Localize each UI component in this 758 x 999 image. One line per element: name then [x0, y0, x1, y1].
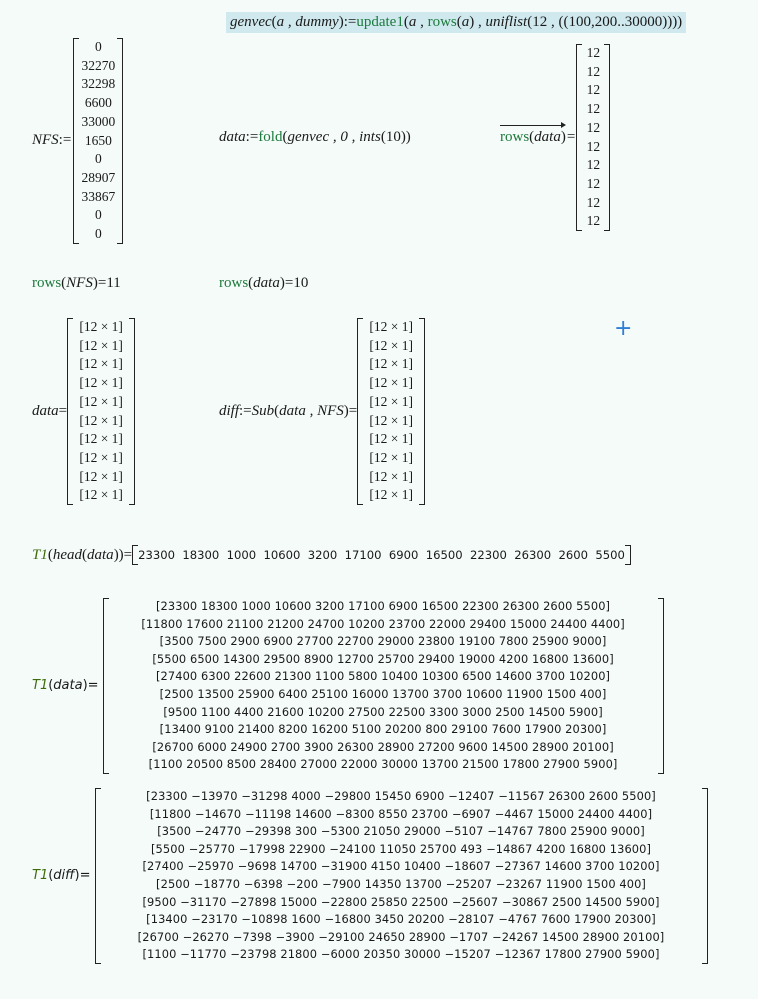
- t1-diff-row: [26700 −26270 −7398 −3900 −29100 24650 28900 −1707 −24267 14500 28900 20100]: [137, 929, 665, 944]
- genvec-name: genvec: [230, 14, 272, 30]
- data-element: [12 × 1]: [79, 431, 123, 447]
- rows-result-vector: [576, 44, 610, 231]
- update1-fn: update1: [356, 14, 404, 30]
- rows-result-element: 12: [586, 194, 601, 210]
- plus-icon[interactable]: +: [614, 316, 633, 341]
- assign-op: :=: [343, 14, 357, 30]
- uniflist-args: 12 , ((100,200..30000)): [532, 14, 673, 30]
- t1-diff-row: [1100 −11770 −23798 21800 −6000 20350 30000 −15207 −12367 17800 27900 5900]: [142, 947, 660, 962]
- t1-data-row: [5500 6500 14300 29500 8900 12700 25700 29400 19000 4200 16800 13600]: [152, 651, 614, 666]
- nfs-element: 0: [94, 39, 102, 54]
- genvec-args: a , dummy: [276, 14, 339, 30]
- nfs-element: 28907: [81, 169, 116, 185]
- data-element: [12 × 1]: [79, 319, 123, 334]
- diff-element: [12 × 1]: [369, 431, 414, 447]
- vectorized-rows-eval[interactable]: rows(data) = 12 12 12 12 12 12 12 12 12 12: [500, 44, 610, 231]
- rows-result-element: 12: [586, 157, 601, 173]
- nfs-element: 0: [94, 207, 102, 223]
- rows-result-element: 12: [586, 63, 601, 79]
- fold-fn: fold: [258, 129, 283, 145]
- diff-element: [12 × 1]: [369, 487, 414, 503]
- t1-diff-row: [13400 −23170 −10898 1600 −16800 3450 20200 −28107 −4767 7600 17900 20300]: [146, 912, 656, 927]
- data-element: [12 × 1]: [79, 449, 123, 465]
- t1-data-row: [26700 6000 24900 2700 3900 26300 28900 27200 9600 14500 28900 20100]: [152, 739, 614, 754]
- data-eval[interactable]: data = [12 × 1] [12 × 1] [12 × 1] [12 × 1] [12 × 1] [12 × 1] [12 × 1] [12 × 1] [12 × 1] [12 × 1]: [32, 318, 135, 505]
- data-fold-definition[interactable]: data := fold ( genvec , 0 , ints ( 10 )): [219, 129, 411, 145]
- rows-nfs-eval[interactable]: rows ( NFS ) = 11: [32, 275, 121, 291]
- rows-nfs-result: 11: [106, 275, 121, 291]
- nfs-element: 33000: [81, 113, 116, 129]
- rows-result-element: 12: [586, 101, 601, 117]
- t1-data-row: [11800 17600 21100 21200 24700 10200 23700 22000 29400 15000 24400 4400]: [141, 616, 625, 631]
- genvec-definition[interactable]: genvec ( a , dummy ) := update1 ( a , rows ( a ) , uniflist ( 12 , ((100,200..30000)) )): [226, 12, 686, 33]
- nfs-definition[interactable]: NFS := 0 32270 32298 6600 33000 1650 0 28907 33867 0 0: [32, 38, 123, 244]
- data-element: [12 × 1]: [79, 393, 123, 409]
- t1-data-row: [1100 20500 8500 28400 27000 22000 30000 13700 21500 17800 27900 5900]: [148, 757, 618, 772]
- sub-fn: Sub: [251, 403, 275, 420]
- t1-diff-row: [11800 −14670 −11198 14600 −8300 8550 23700 −6907 −4467 15000 24400 4400]: [149, 806, 653, 821]
- rows-result-element: 12: [586, 175, 601, 191]
- data-element: [12 × 1]: [79, 468, 123, 484]
- nfs-element: 0: [94, 151, 102, 167]
- rows-result-element: 12: [586, 138, 601, 154]
- t1-diff-matrix: [95, 788, 708, 964]
- rows-result-element: 12: [586, 119, 601, 135]
- data-nested-matrix: [67, 318, 135, 505]
- nfs-element: 32270: [81, 57, 116, 73]
- data-element: [12 × 1]: [79, 487, 123, 503]
- t1-diff-row: [2500 −18770 −6398 −200 −7900 14350 13700 −25207 −23267 11900 1500 400]: [156, 876, 646, 891]
- vectorize-operator: rows(data): [500, 129, 566, 146]
- t1-diff-row: [23300 −13970 −31298 4000 −29800 15450 6900 −12407 −11567 26300 2600 5500]: [146, 789, 656, 803]
- t1-diff-eval[interactable]: T1 ( diff )= [23300 −13970 −31298 4000 −29800 15450 6900 −12407 −11567 26300 2600 5500] [11800 −14670 −11198 14600 −8300 8550 23700 −6907 −4467 15000 24400 4400] [3500 −24770 −29398 300 −5300 21050 29000 −5107 −14767 7800 25900 9000] [5500 −25770 −17998 22900 −24100 11050 25700 493 −14867 4200 16800 13600] [27400 −25970 −9698 14700 −31900 4150 10400 −18607 −27367 14600 3700 10200] [2500 −18770 −6398 −200 −7900 14350 13700 −25207 −23267 11900 1500 400] [9500 −31170 −27898 15000 −22800 25850 22500 −25607 −30867 2500 14500 5900] [13400 −23170 −10898 1600 −16800 3450 20200 −28107 −4767 7600 17900 20300] [26700 −26270 −7398 −3900 −29100 24650 28900 −1707 −24267 14500 28900 20100] [1100 −11770 −23798 21800 −6000 20350 30000 −15207 −12367 17800 27900 5900]: [32, 788, 708, 964]
- t1-data-row: [13400 9100 21400 8200 16200 5100 20200 800 29100 7600 17900 20300]: [159, 722, 607, 737]
- diff-element: [12 × 1]: [369, 319, 414, 334]
- t1-diff-row: [3500 −24770 −29398 300 −5300 21050 29000 −5107 −14767 7800 25900 9000]: [157, 824, 645, 839]
- diff-element: [12 × 1]: [369, 449, 414, 465]
- uniflist-fn: uniflist: [485, 14, 528, 30]
- t1-diff-row: [27400 −25970 −9698 14700 −31900 4150 10400 −18607 −27367 14600 3700 10200]: [142, 859, 660, 874]
- t1-diff-row: [5500 −25770 −17998 22900 −24100 11050 25700 493 −14867 4200 16800 13600]: [151, 841, 652, 856]
- t1-head-eval[interactable]: T1 ( head ( data ))= 23300 18300 1000 10600 3200 17100 6900 16500 22300 26300 2600 5500: [32, 545, 631, 565]
- diff-element: [12 × 1]: [369, 375, 414, 391]
- diff-element: [12 × 1]: [369, 412, 414, 428]
- nfs-element: 0: [94, 226, 102, 242]
- diff-element: [12 × 1]: [369, 393, 414, 409]
- t1-head-vector: 23300 18300 1000 10600 3200 17100 6900 16500 22300 26300 2600 5500: [132, 545, 631, 565]
- data-element: [12 × 1]: [79, 337, 123, 353]
- data-element: [12 × 1]: [79, 412, 123, 428]
- diff-element: [12 × 1]: [369, 356, 414, 372]
- ints-fn: ints: [359, 129, 381, 145]
- rows-result-element: 12: [586, 82, 601, 98]
- t1-data-row: [23300 18300 1000 10600 3200 17100 6900 16500 22300 26300 2600 5500]: [156, 599, 611, 613]
- t1-data-row: [9500 1100 4400 21600 10200 27500 22500 3300 3000 2500 14500 5900]: [163, 704, 603, 719]
- rows-result-element: 12: [586, 45, 601, 60]
- diff-nested-matrix: [357, 318, 425, 505]
- t1-data-matrix: [103, 598, 664, 774]
- nfs-element: 33867: [81, 188, 116, 204]
- t1-data-row: [2500 13500 25900 6400 25100 16000 13700 3700 10600 11900 1500 400]: [159, 686, 607, 701]
- nfs-element: 1650: [84, 132, 112, 148]
- rows-result-element: 12: [586, 213, 601, 229]
- nfs-vector: [73, 38, 123, 244]
- t1-data-row: [27400 6300 22600 21300 1100 5800 10400 10300 6500 14600 3700 10200]: [156, 669, 611, 684]
- t1-diff-row: [9500 −31170 −27898 15000 −22800 25850 22500 −25607 −30867 2500 14500 5900]: [142, 894, 660, 909]
- t1-data-eval[interactable]: T1 ( data )= [23300 18300 1000 10600 3200 17100 6900 16500 22300 26300 2600 5500] [11800 17600 21100 21200 24700 10200 23700 22000 29400 15000 24400 4400] [3500 7500 2900 6900 27700 22700 29000 23800 19100 7800 25900 9000] [5500 6500 14300 29500 8900 12700 25700 29400 19000 4200 16800 13600] [27400 6300 22600 21300 1100 5800 10400 10300 6500 14600 3700 10200] [2500 13500 25900 6400 25100 16000 13700 3700 10600 11900 1500 400] [9500 1100 4400 21600 10200 27500 22500 3300 3000 2500 14500 5900] [13400 9100 21400 8200 16200 5100 20200 800 29100 7600 17900 20300] [26700 6000 24900 2700 3900 26300 28900 27200 9600 14500 28900 20100] [1100 20500 8500 28400 27000 22000 30000 13700 21500 17800 27900 5900]: [32, 598, 664, 774]
- data-element: [12 × 1]: [79, 375, 123, 391]
- rows-data-result: 10: [293, 275, 309, 291]
- data-element: [12 × 1]: [79, 356, 123, 372]
- rows-data-eval[interactable]: rows ( data ) = 10: [219, 275, 309, 291]
- diff-definition[interactable]: diff := Sub ( data , NFS )= [12 × 1] [12 × 1] [12 × 1] [12 × 1] [12 × 1] [12 × 1] [12 × 1] [12 × 1] [12 × 1] [12 × 1]: [219, 318, 425, 505]
- rows-fn: rows: [427, 14, 457, 30]
- t1-data-row: [3500 7500 2900 6900 27700 22700 29000 23800 19100 7800 25900 9000]: [159, 634, 607, 649]
- diff-element: [12 × 1]: [369, 337, 414, 353]
- diff-element: [12 × 1]: [369, 468, 414, 484]
- nfs-element: 32298: [81, 76, 116, 92]
- nfs-element: 6600: [84, 95, 112, 111]
- nfs-name: NFS: [32, 132, 59, 149]
